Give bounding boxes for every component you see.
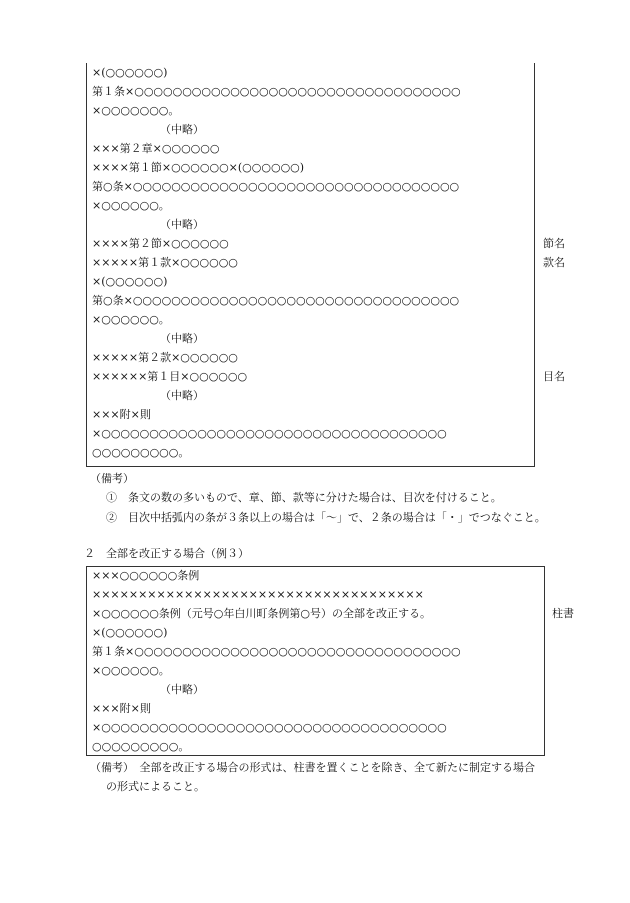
side-label-item-name: 目名 [543, 370, 565, 383]
box1-line: ×××××第２款×○○○○○○ [92, 351, 238, 364]
remarks-title: （備考） [90, 472, 134, 485]
box2-line: ×××××××××××××××××××××××××××××××××××× [92, 588, 424, 601]
box2-line: ×××○○○○○○条例 [92, 569, 200, 582]
box2-line: ×○○○○○○条例（元号○年白川町条例第○号）の全部を改正する。 [92, 607, 432, 620]
box1-line: ××××××第１目×○○○○○○ [92, 370, 248, 383]
box1-line: （中略） [160, 123, 204, 136]
side-label-section-name: 節名 [543, 237, 565, 250]
box1-line: ○○○○○○○○○。 [92, 446, 190, 459]
box1-line: 第１条×○○○○○○○○○○○○○○○○○○○○○○○○○○○○○○○○○○ [92, 85, 461, 98]
remarks2-line: （備考） 全部を改正する場合の形式は、柱書を置くことを除き、全て新たに制定する場合 [90, 761, 536, 774]
box2-line: ×○○○○○○○○○○○○○○○○○○○○○○○○○○○○○○○○○○○○ [92, 721, 447, 734]
box1-line: ××××第１節×○○○○○○×(○○○○○○) [92, 161, 305, 174]
remarks-item: ① 条文の数の多いもので、章、節、款等に分けた場合は、目次を付けること。 [106, 491, 502, 504]
box1-line: ×○○○○○○○○○○○○○○○○○○○○○○○○○○○○○○○○○○○○ [92, 427, 447, 440]
box2-line: ×(○○○○○○) [92, 626, 168, 639]
box1-line: ×××××第１款×○○○○○○ [92, 256, 238, 269]
box1-line: 第○条×○○○○○○○○○○○○○○○○○○○○○○○○○○○○○○○○○○ [92, 294, 460, 307]
box1-line: （中略） [160, 389, 204, 402]
box1-line: ×○○○○○○。 [92, 199, 170, 212]
box1-line: ×○○○○○○○。 [92, 104, 180, 117]
box1-line: （中略） [160, 218, 204, 231]
box2-line: ×○○○○○○。 [92, 664, 170, 677]
remarks2-line: の形式によること。 [106, 780, 205, 793]
box2-line: ○○○○○○○○○。 [92, 740, 190, 753]
box1-line: ×××第２章×○○○○○○ [92, 142, 220, 155]
box1-line: ×○○○○○○。 [92, 313, 170, 326]
box2-line: ×××附×則 [92, 702, 151, 715]
box1-line: （中略） [160, 332, 204, 345]
box1-line: ××××第２節×○○○○○○ [92, 237, 229, 250]
box1-line: ×(○○○○○○) [92, 275, 168, 288]
box2-line: （中略） [160, 683, 204, 696]
box1-line: ×(○○○○○○) [92, 66, 168, 79]
box1-line: 第○条×○○○○○○○○○○○○○○○○○○○○○○○○○○○○○○○○○○ [92, 180, 460, 193]
section-heading: ２ 全部を改正する場合（例３） [84, 547, 249, 560]
side-label-subsection-name: 款名 [543, 256, 565, 269]
side-label-pillar: 柱書 [552, 607, 574, 620]
box1-line: ×××附×則 [92, 408, 151, 421]
remarks-item: ② 目次中括弧内の条が３条以上の場合は「～」で、２条の場合は「・」でつなぐこと。 [106, 511, 546, 524]
box2-line: 第１条×○○○○○○○○○○○○○○○○○○○○○○○○○○○○○○○○○○ [92, 645, 461, 658]
